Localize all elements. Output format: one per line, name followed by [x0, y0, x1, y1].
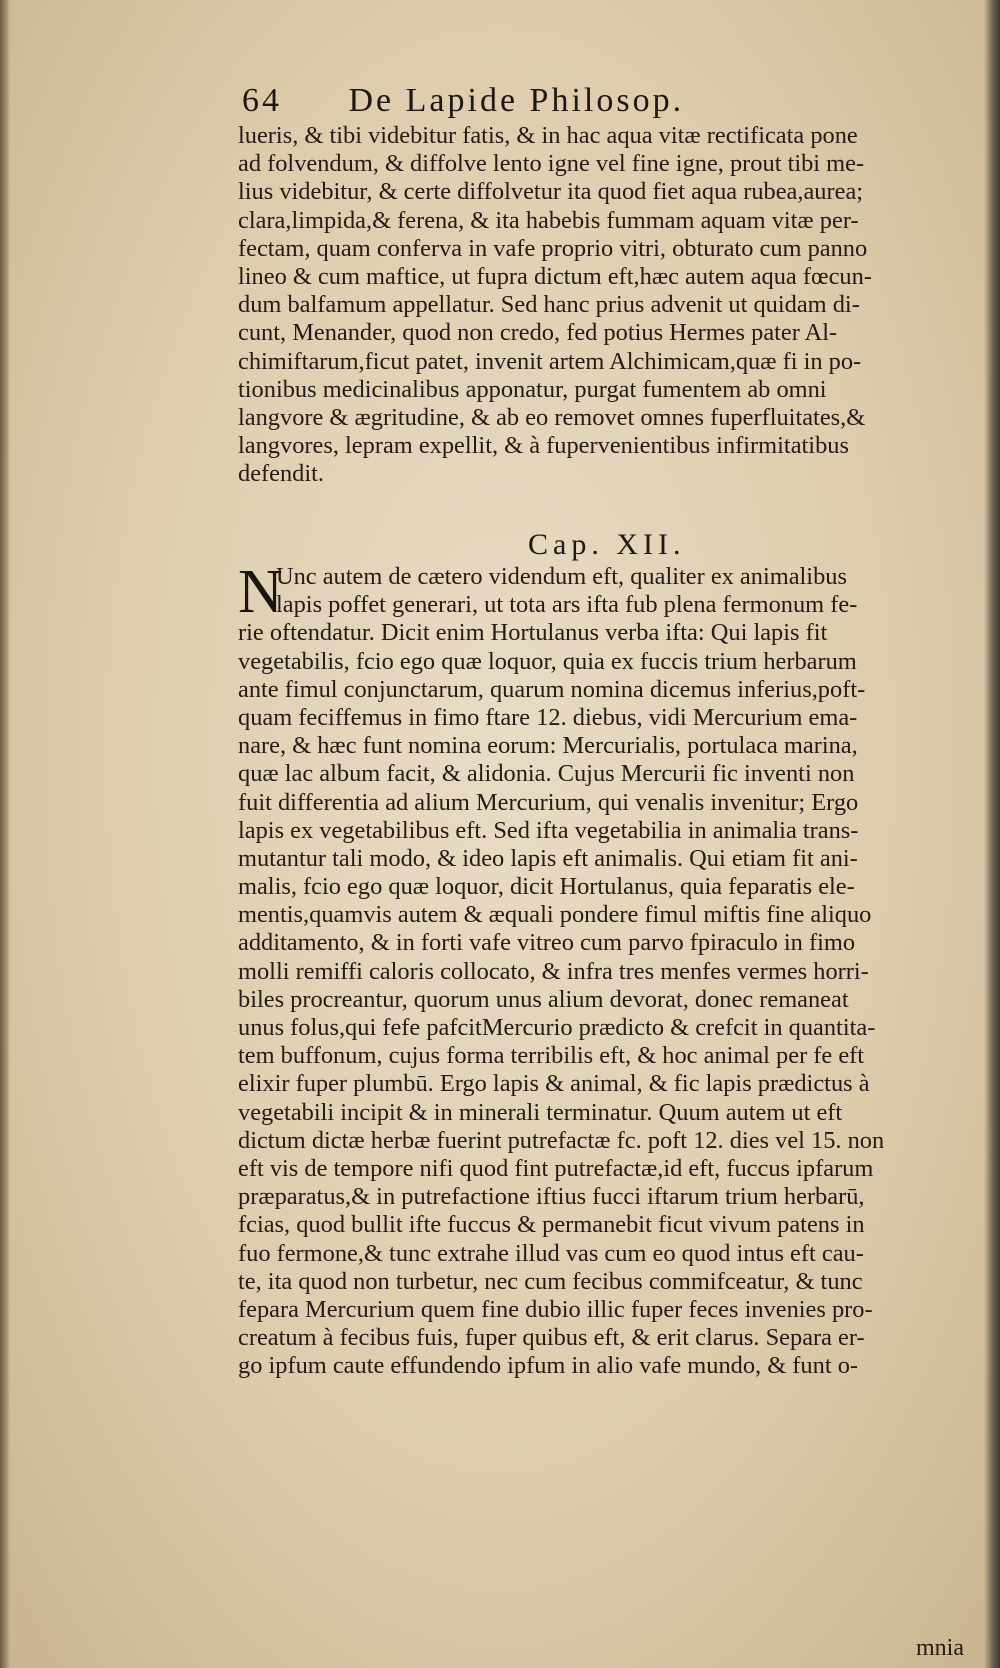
- text-line: additamento, & in forti vafe vitreo cum parvo fpiraculo in fimo: [238, 929, 856, 957]
- text-line: lius videbitur, & certe diffolvetur ita quod fiet aqua rubea,aurea;: [238, 178, 864, 206]
- text-line: langvores, lepram expellit, & à fupervenientibus infirmitatibus: [238, 432, 849, 460]
- text-line: Unc autem de cætero videndum eft, qualiter ex animalibus: [276, 563, 847, 590]
- text-line: quam feciffemus in fimo ftare 12. diebus, vidi Mercurium ema-: [238, 703, 858, 731]
- text-line: præparatus,& in putrefactione iftius fucci iftarum trium herbarū,: [238, 1183, 865, 1211]
- text-line: nare, & hæc funt nomina eorum: Mercurialis, portulaca marina,: [238, 732, 858, 760]
- text-line: quæ lac album facit, & alidonia. Cujus Mercurii fic inventi non: [238, 760, 855, 788]
- text-line: malis, fcio ego quæ loquor, dicit Hortulanus, quia feparatis ele-: [238, 873, 855, 901]
- drop-cap: N: [238, 558, 283, 626]
- text-line: rie oftendatur. Dicit enim Hortulanus verba ifta: Qui lapis fit: [238, 619, 828, 647]
- text-line: dictum dictæ herbæ fuerint putrefactæ fc. poft 12. dies vel 15. non: [238, 1126, 885, 1154]
- text-line: ante fimul conjunctarum, quarum nomina dicemus inferius,poft-: [238, 675, 866, 703]
- text-line: langvore & ægritudine, & ab eo removet omnes fuperfluitates,&: [238, 403, 866, 431]
- text-line: go ipfum caute effundendo ipfum in alio vafe mundo, & funt o-: [238, 1352, 859, 1380]
- catchword: mnia: [916, 1635, 964, 1661]
- text-line: elixir fuper plumbū. Ergo lapis & animal, & fic lapis prædictus à: [238, 1070, 870, 1098]
- text-line: mentis,quamvis autem & æquali pondere fimul miftis fine aliquo: [238, 901, 872, 929]
- text-line: lapis poffet generari, ut tota ars ifta fub plena fermonum fe-: [276, 591, 858, 619]
- text-line: fuo fermone,& tunc extrahe illud vas cum eo quod intus eft cau-: [238, 1239, 864, 1267]
- text-line: fuit differentia ad alium Mercurium, qui venalis invenitur; Ergo: [238, 788, 859, 816]
- text-line: clara,limpida,& ferena, & ita habebis fummam aquam vitæ per-: [238, 206, 859, 234]
- text-line: tem buffonum, cujus forma terribilis eft, & hoc animal per fe eft: [238, 1042, 865, 1070]
- text-line: lueris, & tibi videbitur fatis, & in hac aqua vitæ rectificata pone: [238, 122, 858, 149]
- text-line: vegetabili incipit & in minerali terminatur. Quum autem ut eft: [238, 1098, 843, 1126]
- text-line: biles procreantur, quorum unus alium devorat, donec remaneat: [238, 985, 849, 1013]
- text-line: lineo & cum maftice, ut fupra dictum eft,hæc autem aqua fœcun-: [238, 262, 872, 290]
- text-line: fcias, quod bullit ifte fuccus & permanebit ficut vivum patens in: [238, 1211, 865, 1239]
- text-line: vegetabilis, fcio ego quæ loquor, quia ex fuccis trium herbarum: [238, 647, 857, 675]
- text-line: creatum à fecibus fuis, fuper quibus eft, & erit clarus. Separa er-: [238, 1324, 865, 1352]
- chapter-heading: Cap. XII.: [528, 528, 686, 561]
- paragraph-continued: [238, 122, 968, 488]
- text-line: fepara Mercurium quem fine dubio illic fuper feces invenies pro-: [238, 1295, 873, 1323]
- text-line: te, ita quod non turbetur, nec cum fecibus commifceatur, & tunc: [238, 1267, 863, 1295]
- text-line: eft vis de tempore nifi quod fint putrefactæ,id eft, fuccus ipfarum: [238, 1154, 874, 1182]
- text-line: mutantur tali modo, & ideo lapis eft animalis. Qui etiam fit ani-: [238, 844, 858, 872]
- page-number: 64: [242, 82, 282, 119]
- text-line: defendit.: [238, 460, 325, 488]
- text-line: molli remiffi caloris collocato, & infra tres menfes vermes horri-: [238, 957, 869, 985]
- page-gutter-shadow: [0, 0, 10, 1668]
- running-title: De Lapide Philosop.: [348, 82, 685, 119]
- chapter-paragraph: [238, 558, 968, 1380]
- text-line: unus folus,qui fefe pafcitMercurio prædicto & crefcit in quantita-: [238, 1014, 876, 1041]
- running-header: [242, 82, 822, 126]
- text-line: chimiftarum,ficut patet, invenit artem Alchimicam,quæ fi in po-: [238, 347, 862, 375]
- text-line: ad folvendum, & diffolve lento igne vel fine igne, prout tibi me-: [238, 150, 865, 178]
- page-edge-shadow: [984, 0, 1000, 1668]
- text-line: dum balfamum appellatur. Sed hanc prius advenit ut quidam di-: [238, 291, 860, 319]
- text-line: cunt, Menander, quod non credo, fed potius Hermes pater Al-: [238, 319, 838, 347]
- text-line: fectam, quam conferva in vafe proprio vitri, obturato cum panno: [238, 234, 868, 262]
- text-line: tionibus medicinalibus apponatur, purgat fumentem ab omni: [238, 375, 827, 403]
- text-line: lapis ex vegetabilibus eft. Sed ifta vegetabilia in animalia trans-: [238, 816, 859, 844]
